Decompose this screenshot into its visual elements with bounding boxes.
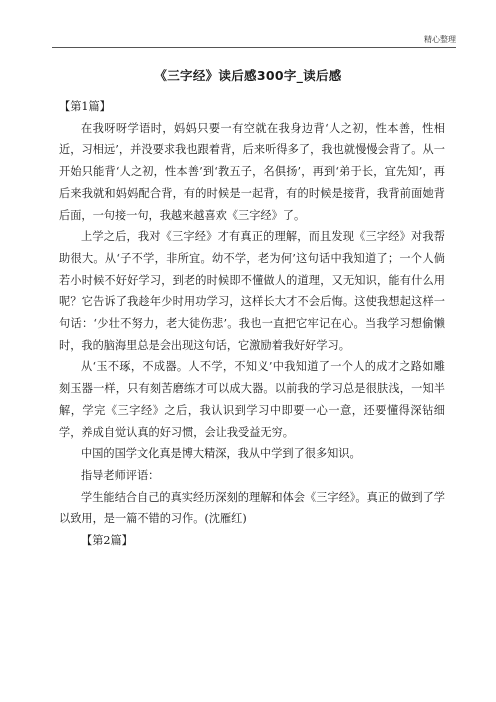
- teacher-comment: 学生能结合自己的真实经历深刻的理解和体会《三字经》。真正的做到了学以致用，是一篇不错的习作。(沈雁红): [59, 490, 445, 526]
- section-label-1: 【第1篇】: [59, 100, 111, 113]
- header-divider: [52, 47, 456, 48]
- page-header-note: 精心整理: [424, 35, 456, 44]
- paragraph: 从‘玉不琢，不成器。人不学，不知义’中我知道了一个人的成才之路如雕刻玉器一样，只有刻苦磨练才可以成大器。以前我的学习总是很肤浅，一知半解，学完《三字经》之后，我认识到学习中即要一心一意，还要懂得深钻细学，养成自觉认真的好习惯，会让我受益无穷。: [59, 360, 445, 439]
- paragraph: 上学之后，我对《三字经》才有真正的理解，而且发现《三字经》对我帮助很大。从‘子不学，非所宜。幼不学，老为何’这句话中我知道了；一个人倘若小时候不好好学习，到老的时候即不懂做人的道理，又无知识，能有什么用呢？它告诉了我趁年少时用功学习，这样长大才不会后悔。这使我想起这样一句话：‘少壮不努力，老大徒伤悲’。我也一直把它牢记在心。当我学习想偷懒时，我的脑海里总是会出现这句话，它激励着我好好学习。: [59, 230, 445, 352]
- document-title: 《三字经》读后感300字_读后感: [154, 68, 342, 83]
- paragraph: 在我呀呀学语时，妈妈只要一有空就在我身边背‘人之初，性本善，性相近，习相远’，并没要求我也跟着背，后来听得多了，我也就慢慢会背了。从一开始只能背‘人之初，性本善’到‘教五子，名俱扬’，再到‘弟于长，宜先知’，再后来我就和妈妈配合背，有的时候是一起背，有的时候是接背，我背前面她背后面，一句接一句，我越来越喜欢《三字经》了。: [59, 121, 445, 222]
- section-label-2: 【第2篇】: [81, 534, 133, 548]
- paragraph: 中国的国学文化真是博大精深，我从中学到了很多知识。: [81, 447, 361, 461]
- document-body: [59, 96, 445, 552]
- teacher-comment-heading: 指导老师评语：: [81, 468, 160, 482]
